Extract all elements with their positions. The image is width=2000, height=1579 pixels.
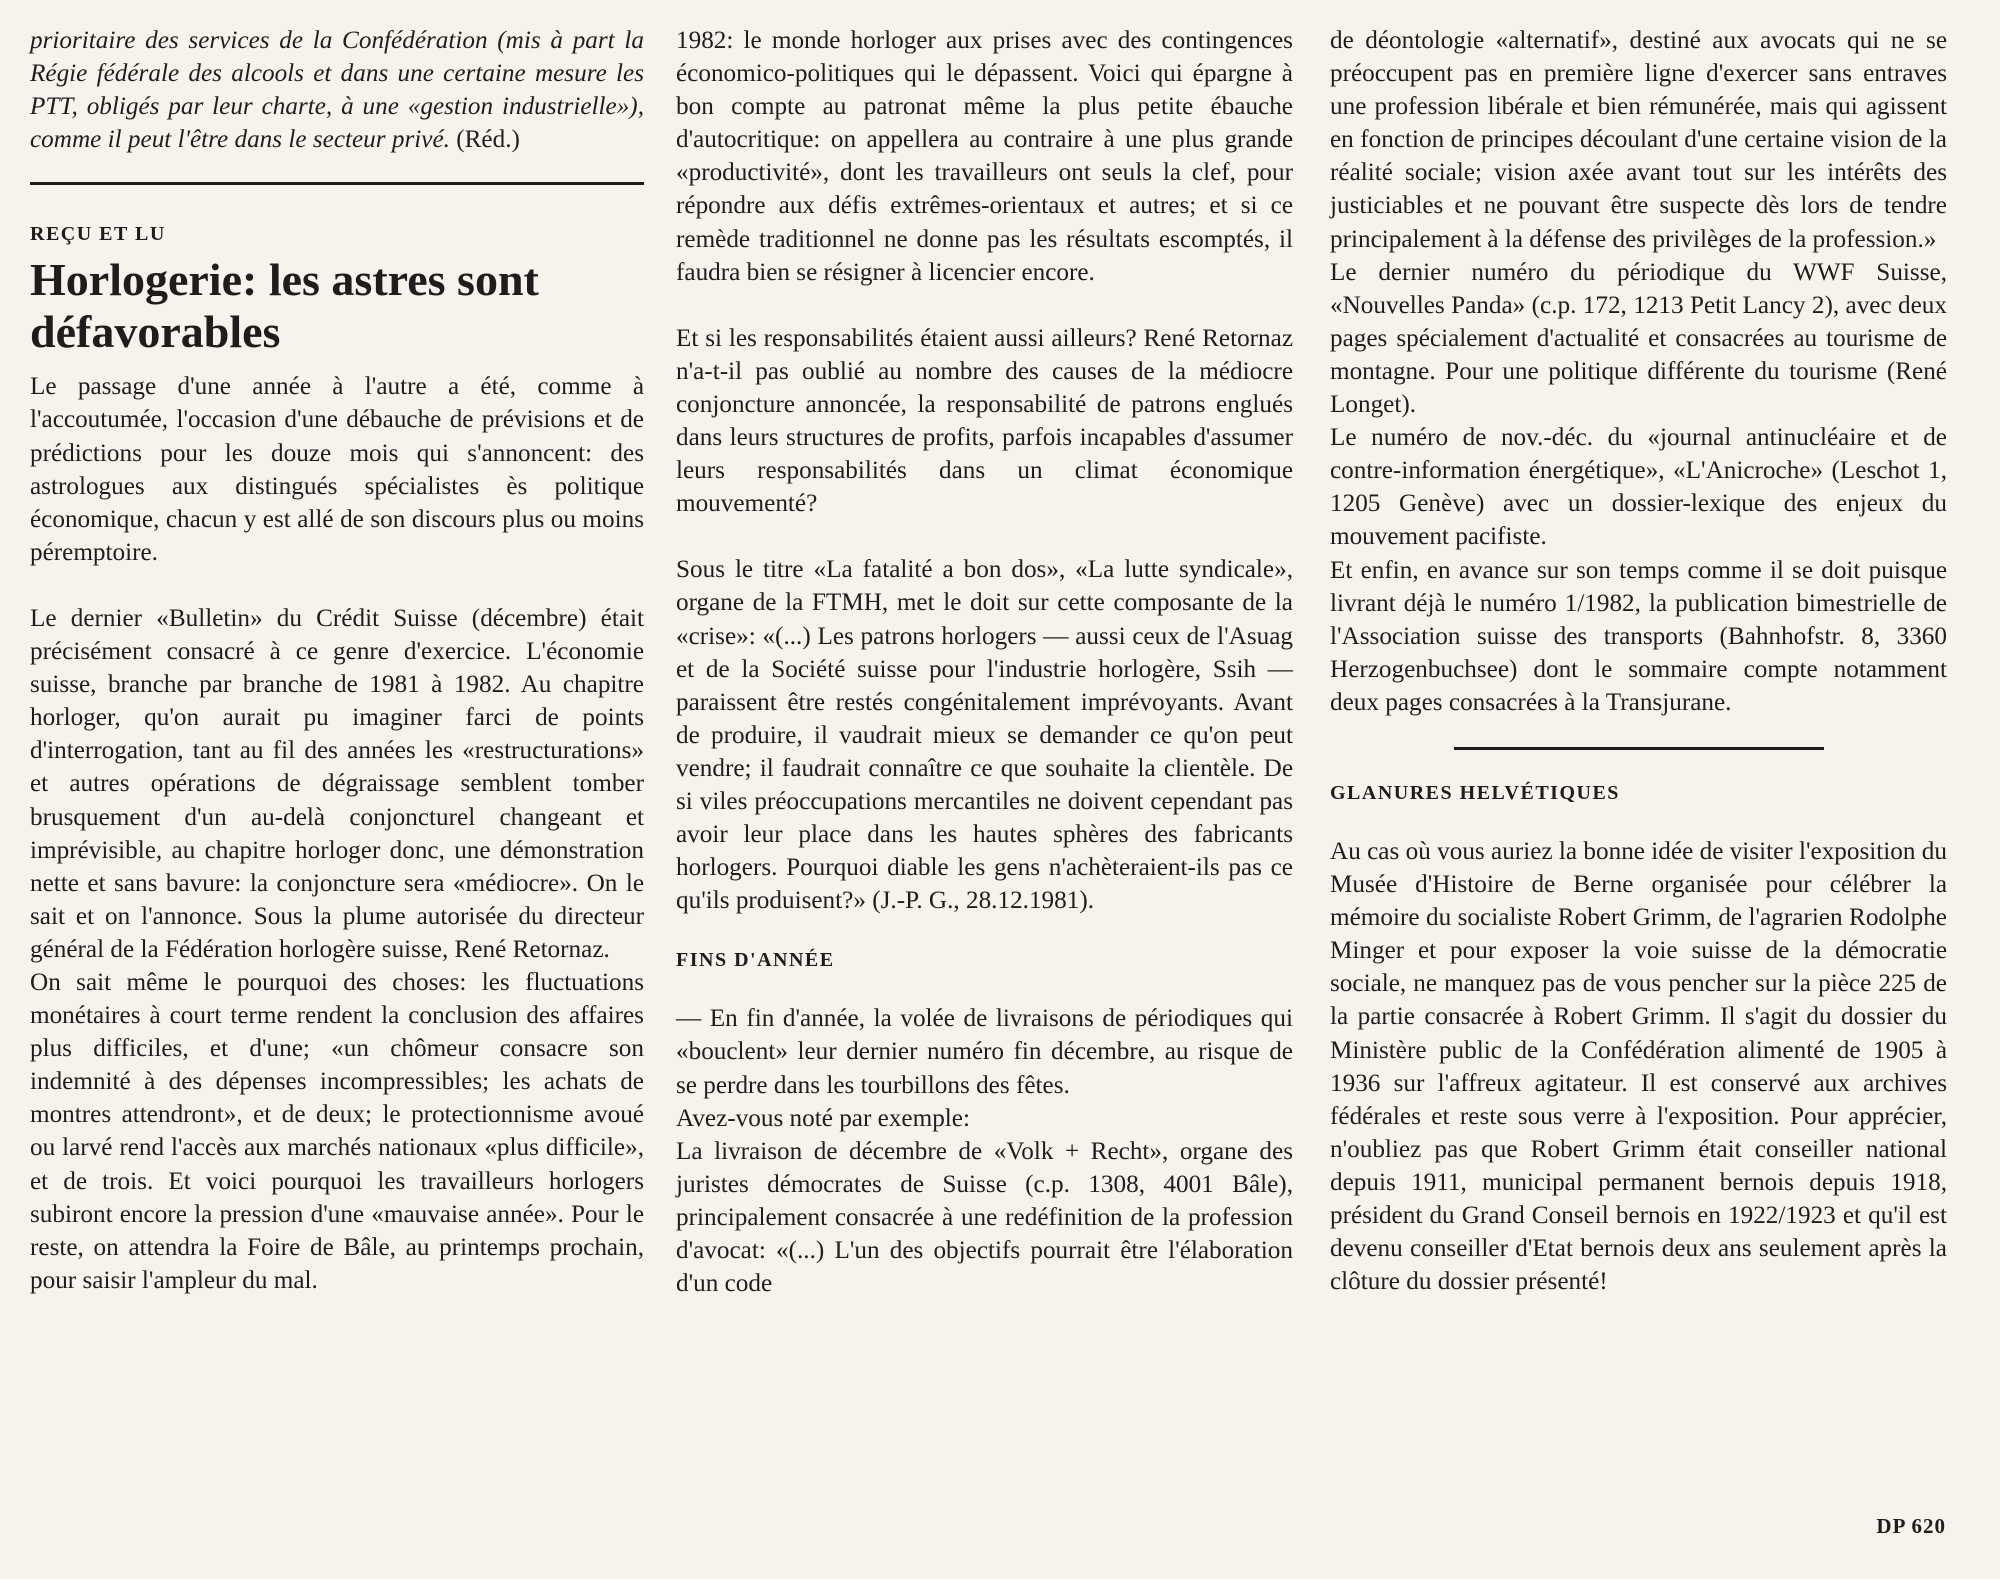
section-paragraph: Le dernier numéro du périodique du WWF Suisse, «Nouvelles Panda» (c.p. 172, 1213 Petit Lancy 2), avec deux pages spécialement d'actualité et consacrées au tourisme de montagne. Pour une politique différente du tourisme (René Longet). xyxy=(1330,258,1947,419)
column-1 xyxy=(30,24,644,1297)
section-heading-glanures: GLANURES HELVÉTIQUES xyxy=(1330,781,1620,804)
intro-editor-note: (Réd.) xyxy=(456,126,520,154)
section-divider xyxy=(30,182,644,185)
section-paragraph: La livraison de décembre de «Volk + Recht», organe des juristes démocrates de Suisse (c.p. 1308, 4001 Bâle), principalement consacrée à une redéfinition de la profession d'avocat: «(...) L'un des objectifs pourrait être l'élaboration d'un code xyxy=(676,1137,1293,1298)
column-2 xyxy=(676,24,1293,1300)
article-paragraph: Et si les responsabilités étaient aussi ailleurs? René Retornaz n'a-t-il pas oublié au nombre des causes de la médiocre conjoncture annoncée, la responsabilité de patrons englués dans leurs structures de profits, parfois incapables d'assumer leurs responsabilités dans un climat économique mouvementé? xyxy=(676,324,1293,518)
page-number: DP 620 xyxy=(1876,1514,1946,1538)
article-paragraph: 1982: le monde horloger aux prises avec des contingences économico-politiques qui le dépassent. Voici qui épargne à bon compte au patronat même la plus petite ébauche d'autocritique: on appellera au contraire à une plus grande «productivité», dont les travailleurs ont seuls la clef, pour répondre aux défis extrêmes-orientaux et autres; et si ce remède traditionnel ne donne pas les résultats escomptés, il faudra bien se résigner à licencier encore. xyxy=(676,27,1293,286)
section-paragraph: Avez-vous noté par exemple: xyxy=(676,1104,970,1132)
article-paragraph: Le dernier «Bulletin» du Crédit Suisse (décembre) était précisément consacré à ce genre d'exercice. L'économie suisse, branche par branche de 1981 à 1982. Au chapitre horloger, qu'on aurait pu imaginer farci de points d'interrogation, tant au fil des années les «restructurations» et autres opérations de dégraissage semblent tomber brusquement d'un au-delà conjoncturel changeant et imprévisible, au chapitre horloger donc, une démonstration nette et sans bavure: la conjoncture sera «médiocre». On le sait et on l'annonce. Sous la plume autorisée du directeur général de la Fédération horlogère suisse, René Retornaz. xyxy=(30,604,644,963)
intro-text: prioritaire des services de la Confédération (mis à part la Régie fédérale des alcools et dans une certaine mesure les PTT, obligés par leur charte, à une «gestion industrielle»), comme il peut l'être dans le secteur privé. xyxy=(30,27,644,154)
intro-paragraph xyxy=(30,24,644,156)
article-kicker: REÇU ET LU xyxy=(30,223,166,246)
article-paragraph: On sait même le pourquoi des choses: les fluctuations monétaires à court terme rendent la conclusion des affaires plus difficiles, et d'une; «un chômeur consacre son indemnité à des dépenses incompressibles; les achats de montres attendront», et de deux; le protectionnisme avoué ou larvé rend l'accès aux marchés nationaux «plus difficile», et de trois. Et voici pourquoi les travailleurs horlogers subiront encore la pression d'une «mauvaise année». Pour le reste, on attendra la Foire de Bâle, au printemps prochain, pour saisir l'ampleur du mal. xyxy=(30,968,644,1294)
section-paragraph: Et enfin, en avance sur son temps comme il se doit puisque livrant déjà le numéro 1/1982, la publication bimestrielle de l'Association suisse des transports (Bahnhofstr. 8, 3360 Herzogenbuchsee) dont le sommaire compte notamment deux pages consacrées à la Transjurane. xyxy=(1330,556,1947,716)
section-paragraph: — En fin d'année, la volée de livraisons de périodiques qui «bouclent» leur dernier numéro fin décembre, au risque de se perdre dans les tourbillons des fêtes. xyxy=(676,1005,1293,1099)
column-3 xyxy=(1330,24,1947,1298)
section-paragraph: Le numéro de nov.-déc. du «journal antinucléaire et de contre-information énergétique», «L'Anicroche» (Leschot 1, 1205 Genève) avec un dossier-lexique des enjeux du mouvement pacifiste. xyxy=(1330,424,1947,551)
section-divider-short xyxy=(1454,747,1824,750)
section-heading-fins-d-annee: FINS D'ANNÉE xyxy=(676,949,835,972)
article-paragraph: Le passage d'une année à l'autre a été, comme à l'accoutumée, l'occasion d'une débauche de prévisions et de prédictions pour les douze mois qui s'annoncent: des astrologues aux distingués spécialistes ès politique économique, chacun y est allé de son discours plus ou moins péremptoire. xyxy=(30,373,644,566)
article-headline: Horlogerie: les astres sont défavorables xyxy=(30,254,539,358)
section-paragraph: Au cas où vous auriez la bonne idée de visiter l'exposition du Musée d'Histoire de Berne organisée pour célébrer la mémoire du socialiste Robert Grimm, de l'agrarien Rodolphe Minger et pour exposer la voie suisse de la démocratie sociale, ne manquez pas de vous pencher sur la pièce 225 de la partie consacrée à Robert Grimm. Il s'agit du dossier du Ministère public de la Confédération alimenté de 1905 à 1936 sur l'affreux agitateur. Il est conservé aux archives fédérales et reste sous verre à l'exposition. Pour apprécier, n'oubliez pas que Robert Grimm était conseiller national depuis 1911, municipal permanent bernois depuis 1918, président du Grand Conseil bernois en 1922/1923 et qu'il est devenu conseiller d'Etat bernois deux ans seulement après la clôture du dossier présenté! xyxy=(1330,837,1947,1296)
article-paragraph: Sous le titre «La fatalité a bon dos», «La lutte syndicale», organe de la FTMH, met le doit sur cette composante de la «crise»: «(...) Les patrons horlogers — aussi ceux de l'Asuag et de la Société suisse pour l'industrie horlogère, Ssih — paraissent être restés congénitalement imprévoyants. Avant de produire, il vaudrait mieux se demander ce qu'on peut vendre; il faudrait connaître ce que souhaite la clientèle. De si viles préoccupations mercantiles ne doivent cependant pas avoir leur place dans les hautes sphères des fabricants horlogers. Pourquoi diable les gens n'achèteraient-ils pas ce qu'ils produisent?» (J.-P. G., 28.12.1981). xyxy=(676,556,1293,915)
section-paragraph: de déontologie «alternatif», destiné aux avocats qui ne se préoccupent pas en première ligne d'exercer sans entraves une profession libérale et bien rémunérée, mais qui agissent en fonction de principes découlant d'une certaine vision de la réalité sociale; vision axée avant tout sur les intérêts des justiciables et ne pouvant être suspecte dès lors de tendre principalement à la défense des privilèges de la profession.» xyxy=(1330,27,1947,253)
